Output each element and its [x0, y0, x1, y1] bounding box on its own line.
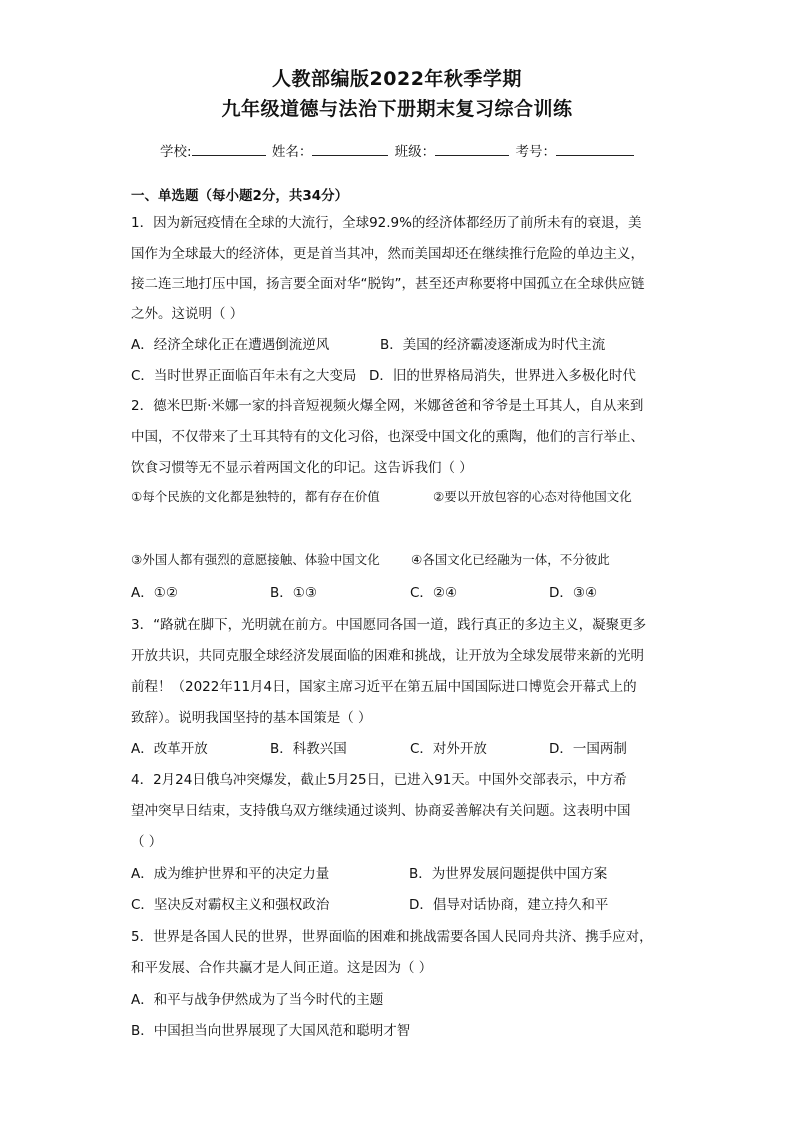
exam-no-label: 考号：: [515, 144, 556, 160]
q2-line-1: 2．德米巴斯·米娜一家的抖音短视频火爆全网，米娜爸爸和爷爷是土耳其人，自从来到: [131, 398, 644, 414]
q5-line-2: 和平发展、合作共赢才是人间正道。这是因为（ ）: [131, 960, 433, 976]
q4-option-b[interactable]: B．为世界发展问题提供中国方案: [409, 866, 608, 882]
q2-line-3: 饮食习惯等无不显示着两国文化的印记。这告诉我们（ ）: [131, 460, 473, 476]
q2-line-2: 中国，不仅带来了土耳其特有的文化习俗，也深受中国文化的熏陶，他们的言行举止、: [131, 429, 644, 445]
q2-statement-3: ③外国人都有强烈的意愿接触、体验中国文化: [131, 552, 380, 567]
q3-line-3: 前程！（2022年11月4日，国家主席习近平在第五届中国国际进口博览会开幕式上的: [131, 679, 637, 695]
q1-line-2: 国作为全球最大的经济体，更是首当其冲，然而美国却还在继续推行危险的单边主义，: [131, 246, 644, 262]
school-blank[interactable]: [192, 141, 266, 156]
q4-line-3: （ ）: [131, 834, 163, 850]
q5-line-1: 5．世界是各国人民的世界，世界面临的困难和挑战需要各国人民同舟共济、携手应对，: [131, 929, 653, 945]
q3-line-1: 3．“路就在脚下，光明就在前方。中国愿同各国一道，践行真正的多边主义，凝聚更多: [131, 617, 647, 633]
q3-option-c[interactable]: C．对外开放: [410, 741, 487, 757]
q1-line-4: 之外。这说明（ ）: [131, 306, 244, 322]
student-info-row: [160, 140, 636, 160]
section-heading: 一、单选题（每小题2分，共34分）: [131, 188, 349, 204]
q1-line-1: 1．因为新冠疫情在全球的大流行，全球92.9%的经济体都经历了前所未有的衰退，美: [131, 215, 642, 231]
class-blank[interactable]: [435, 141, 509, 156]
q3-line-2: 开放共识，共同克服全球经济发展面临的困难和挑战，让开放为全球发展带来新的光明: [131, 648, 644, 664]
q2-statement-4: ④各国文化已经融为一体，不分彼此: [411, 552, 610, 567]
class-label: 班级：: [394, 144, 436, 160]
name-label: 姓名：: [271, 144, 313, 160]
q3-option-d[interactable]: D．一国两制: [549, 741, 627, 757]
q5-option-b[interactable]: B．中国担当向世界展现了大国风范和聪明才智: [131, 1023, 411, 1039]
q1-option-b[interactable]: B．美国的经济霸凌逐渐成为时代主流: [380, 337, 606, 353]
q2-option-b[interactable]: B．①③: [270, 585, 317, 601]
q3-line-4: 致辞）。说明我国坚持的基本国策是（ ）: [131, 710, 372, 726]
q4-option-a[interactable]: A．成为维护世界和平的决定力量: [131, 866, 330, 882]
q5-option-a[interactable]: A．和平与战争伊然成为了当今时代的主题: [131, 992, 384, 1008]
q2-option-c[interactable]: C．②④: [410, 585, 458, 601]
title-line-2: 九年级道德与法治下册期末复习综合训练: [221, 98, 573, 120]
exam-no-blank[interactable]: [556, 141, 634, 156]
q2-statement-1: ①每个民族的文化都是独特的，都有存在价值: [131, 489, 380, 504]
q4-line-1: 4．2月24日俄乌冲突爆发，截止5月25日，已进入91天。中国外交部表示，中方希: [131, 772, 627, 788]
q4-option-d[interactable]: D．倡导对话协商，建立持久和平: [409, 897, 609, 913]
q2-option-a[interactable]: A．①②: [131, 585, 178, 601]
q1-line-3: 接二连三地打压中国，扬言要全面对华“脱钩”，甚至还声称要将中国孤立在全球供应链: [131, 276, 645, 292]
q4-option-c[interactable]: C．坚决反对霸权主义和强权政治: [131, 897, 330, 913]
q3-option-b[interactable]: B．科教兴国: [270, 741, 347, 757]
title-line-1: 人教部编版2022年秋季学期: [272, 68, 522, 90]
q2-statement-2: ②要以开放包容的心态对待他国文化: [433, 489, 632, 504]
school-label: 学校:: [160, 144, 192, 160]
q1-option-d[interactable]: D．旧的世界格局消失，世界进入多极化时代: [369, 368, 636, 384]
q1-option-c[interactable]: C．当时世界正面临百年未有之大变局: [131, 368, 357, 384]
q4-line-2: 望冲突早日结束，支持俄乌双方继续通过谈判、协商妥善解决有关问题。这表明中国: [131, 803, 631, 819]
q2-option-d[interactable]: D．③④: [549, 585, 598, 601]
name-blank[interactable]: [312, 141, 388, 156]
q3-option-a[interactable]: A．改革开放: [131, 741, 208, 757]
q1-option-a[interactable]: A．经济全球化正在遭遇倒流逆风: [131, 337, 330, 353]
